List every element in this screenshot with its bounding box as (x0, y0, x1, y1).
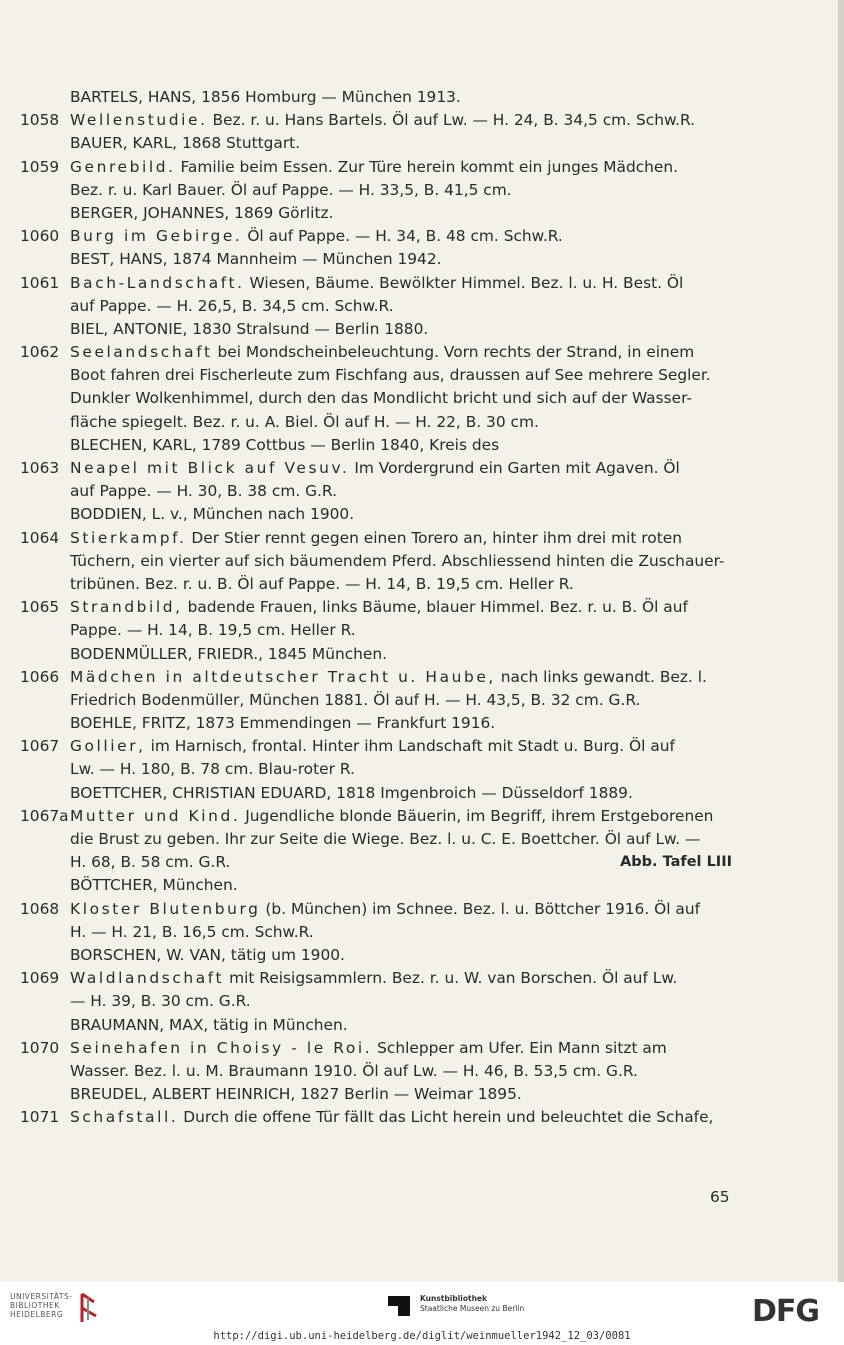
artwork-title: Schafstall. (70, 1108, 179, 1127)
artist-heading (20, 712, 732, 735)
artwork-title: Strandbild, (70, 598, 183, 617)
artwork-title: Waldlandschaft (70, 969, 225, 988)
entry-text (70, 898, 732, 921)
description-text: Friedrich Bodenmüller, München 1881. Öl auf H. — H. 43,5, B. 32 cm. G.R. (70, 690, 641, 709)
entry-text (70, 666, 732, 689)
artist-name: BODDIEN, L. v., München nach 1900. (70, 505, 355, 524)
artist-heading (20, 1014, 732, 1037)
catalog-entry (20, 898, 732, 921)
artwork-description: badende Frauen, links Bäume, blauer Himmel. Bez. r. u. B. Öl auf (182, 598, 688, 617)
artwork-description: nach links gewandt. Bez. l. (495, 667, 707, 686)
lot-number: 1060 (20, 227, 60, 246)
plate-reference: Abb. Tafel LIII (620, 854, 732, 871)
ub-logo-line: UNIVERSITÄTS- (10, 1292, 73, 1301)
artist-name: BOETTCHER, CHRISTIAN EDUARD, 1818 Imgenbroich — Düsseldorf 1889. (70, 783, 633, 802)
artist-name: BÖTTCHER, München. (70, 876, 238, 895)
kb-title: Kunstbibliothek (420, 1294, 488, 1303)
description-text: — H. 39, B. 30 cm. G.R. (70, 992, 251, 1011)
artwork-description: bei Mondscheinbeleuchtung. Vorn rechts der Strand, in einem (212, 343, 695, 362)
artwork-title: Neapel mit Blick auf Vesuv. (70, 459, 350, 477)
artwork-description: Bez. r. u. Hans Bartels. Öl auf Lw. — H. 24, B. 34,5 cm. Schw.R. (207, 111, 696, 130)
description-text: tribünen. Bez. r. u. B. Öl auf Pappe. — H. 14, B. 19,5 cm. Heller R. (70, 574, 574, 593)
entry-text (70, 109, 732, 132)
continuation-line (20, 758, 732, 781)
artwork-description: Schlepper am Ufer. Ein Mann sitzt am (372, 1038, 667, 1057)
artist-heading (20, 944, 732, 967)
kunstbibliothek-label[interactable] (420, 1294, 524, 1314)
artwork-description: (b. München) im Schnee. Bez. l. u. Böttcher 1916. Öl auf (260, 899, 701, 918)
lot-number: 1069 (20, 969, 60, 988)
lot-number: 1067a (20, 806, 69, 825)
artwork-title: Bach-Landschaft. (70, 273, 245, 292)
artist-heading (20, 874, 732, 897)
artist-name: BEST, HANS, 1874 Mannheim — München 1942. (70, 250, 442, 269)
lot-number: 1063 (20, 459, 60, 477)
description-text: H. — H. 21, B. 16,5 cm. Schw.R. (70, 922, 314, 941)
catalog-entry (20, 735, 732, 758)
continuation-line (20, 1060, 732, 1083)
artist-name: BIEL, ANTONIE, 1830 Stralsund — Berlin 1880. (70, 319, 429, 338)
page-url[interactable]: http://digi.ub.uni-heidelberg.de/diglit/weinmueller1942_12_03/0081 (213, 1330, 631, 1342)
artist-heading (20, 132, 732, 155)
artist-name: BAUER, KARL, 1868 Stuttgart. (70, 134, 301, 153)
lot-number: 1059 (20, 157, 60, 176)
catalog-entry (20, 596, 732, 619)
entry-text (70, 272, 732, 295)
artwork-title: Seelandschaft (70, 343, 213, 362)
catalog-entry (20, 156, 732, 179)
description-text: Lw. — H. 180, B. 78 cm. Blau-roter R. (70, 760, 355, 779)
continuation-line (20, 550, 732, 573)
artist-heading (20, 1083, 732, 1106)
entry-text (70, 225, 732, 248)
artwork-description: Im Vordergrund ein Garten mit Agaven. Öl (349, 459, 680, 477)
catalog-entry (20, 457, 732, 480)
continuation-line (20, 851, 732, 874)
continuation-line (20, 480, 732, 503)
entry-text (70, 735, 732, 758)
catalog-entry (20, 225, 732, 248)
catalog-entry (20, 805, 732, 828)
lot-number: 1064 (20, 528, 60, 547)
description-text: fläche spiegelt. Bez. r. u. A. Biel. Öl auf H. — H. 22, B. 30 cm. (70, 412, 539, 431)
kb-subtitle: Staatliche Museen zu Berlin (420, 1304, 525, 1313)
artwork-description: Jugendliche blonde Bäuerin, im Begriff, ihrem Erstgeborenen (240, 806, 714, 825)
catalog-entry (20, 527, 732, 550)
continuation-line (20, 990, 732, 1013)
ub-logo-line: BIBLIOTHEK (10, 1301, 60, 1310)
description-text: auf Pappe. — H. 26,5, B. 34,5 cm. Schw.R. (70, 296, 394, 315)
artist-name: BORSCHEN, W. VAN, tätig um 1900. (70, 945, 345, 964)
entry-text (70, 805, 732, 828)
continuation-line (20, 619, 732, 642)
artist-heading (20, 782, 732, 805)
artist-name: BARTELS, HANS, 1856 Homburg — München 1913. (70, 88, 461, 106)
artwork-title: Mutter und Kind. (70, 806, 241, 825)
description-text: H. 68, B. 58 cm. G.R. (70, 853, 231, 872)
ub-logo-line: HEIDELBERG (10, 1310, 64, 1319)
description-text: Wasser. Bez. l. u. M. Braumann 1910. Öl auf Lw. — H. 46, B. 53,5 cm. G.R. (70, 1061, 638, 1080)
artwork-title: Wellenstudie. (70, 111, 208, 130)
description-text: Bez. r. u. Karl Bauer. Öl auf Pappe. — H. 33,5, B. 41,5 cm. (70, 180, 512, 199)
entry-text (70, 1037, 732, 1060)
artist-name: BODENMÜLLER, FRIEDR., 1845 München. (70, 644, 388, 663)
dfg-logo[interactable]: DFG (752, 1294, 820, 1329)
artwork-title: Mädchen in altdeutscher Tracht u. Haube, (70, 667, 496, 686)
catalog-text (20, 86, 732, 1129)
continuation-line (20, 573, 732, 596)
artist-name: BERGER, JOHANNES, 1869 Görlitz. (70, 203, 334, 222)
artwork-title: Burg im Gebirge. (70, 227, 243, 246)
lot-number: 1071 (20, 1108, 60, 1127)
artist-name: BREUDEL, ALBERT HEINRICH, 1827 Berlin — Weimar 1895. (70, 1085, 522, 1104)
continuation-line (20, 411, 732, 434)
artwork-title: Stierkampf. (70, 528, 187, 547)
entry-text (70, 457, 732, 480)
artwork-description: Der Stier rennt gegen einen Torero an, hinter ihm drei mit roten (186, 528, 682, 547)
catalog-entry (20, 1037, 732, 1060)
lot-number: 1062 (20, 343, 60, 362)
artwork-title: Genrebild. (70, 157, 176, 176)
catalog-entry (20, 272, 732, 295)
catalog-entry (20, 666, 732, 689)
entry-text (70, 341, 732, 364)
lot-number: 1070 (20, 1038, 60, 1057)
continuation-line (20, 295, 732, 318)
catalog-entry (20, 1106, 732, 1129)
viewer-footer (0, 1282, 844, 1345)
artwork-description: Wiesen, Bäume. Bewölkter Himmel. Bez. l. u. H. Best. Öl (244, 273, 684, 292)
artwork-title: Seinehafen in Choisy - le Roi. (70, 1038, 373, 1057)
artwork-title: Kloster Blutenburg (70, 899, 261, 918)
artist-name: BOEHLE, FRITZ, 1873 Emmendingen — Frankfurt 1916. (70, 714, 496, 733)
page-number: 65 (710, 1188, 730, 1206)
artist-heading (20, 248, 732, 271)
artist-heading (20, 318, 732, 341)
description-text: Dunkler Wolkenhimmel, durch den das Mondlicht bricht und sich auf der Wasser- (70, 389, 693, 408)
artwork-description: im Harnisch, frontal. Hinter ihm Landschaft mit Stadt u. Burg. Öl auf (145, 737, 675, 756)
entry-text (70, 527, 732, 550)
lot-number: 1066 (20, 667, 60, 686)
artist-name: BLECHEN, KARL, 1789 Cottbus — Berlin 1840, Kreis des (70, 435, 500, 454)
catalog-entry (20, 341, 732, 364)
lot-number: 1068 (20, 899, 60, 918)
entry-text (70, 967, 732, 990)
description-text: die Brust zu geben. Ihr zur Seite die Wiege. Bez. l. u. C. E. Boettcher. Öl auf Lw. — (70, 830, 701, 848)
artist-heading (20, 503, 732, 526)
catalog-entry (20, 967, 732, 990)
continuation-line (20, 828, 732, 851)
entry-text (70, 156, 732, 179)
ub-heidelberg-logo[interactable] (10, 1292, 72, 1319)
lot-number: 1065 (20, 598, 60, 617)
artwork-description: Öl auf Pappe. — H. 34, B. 48 cm. Schw.R. (242, 227, 563, 246)
continuation-line (20, 364, 732, 387)
continuation-line (20, 689, 732, 712)
artwork-description: mit Reisigsammlern. Bez. r. u. W. van Borschen. Öl auf Lw. (224, 969, 678, 988)
description-text: Pappe. — H. 14, B. 19,5 cm. Heller R. (70, 621, 356, 640)
description-text: auf Pappe. — H. 30, B. 38 cm. G.R. (70, 482, 337, 501)
catalog-entry (20, 109, 732, 132)
description-text: Boot fahren drei Fischerleute zum Fischfang aus, draussen auf See mehrere Segler. (70, 366, 711, 385)
artist-heading (20, 86, 732, 109)
lot-number: 1061 (20, 273, 60, 292)
artist-name: BRAUMANN, MAX, tätig in München. (70, 1015, 348, 1034)
continuation-line (20, 921, 732, 944)
continuation-line (20, 179, 732, 202)
artist-heading (20, 434, 732, 457)
kunstbibliothek-logo-icon (384, 1294, 414, 1318)
artist-heading (20, 643, 732, 666)
entry-text (70, 596, 732, 619)
artwork-description: Durch die offene Tür fällt das Licht herein und beleuchtet die Schafe, (178, 1108, 714, 1127)
entry-text (70, 1106, 732, 1129)
lot-number: 1067 (20, 737, 60, 756)
lot-number: 1058 (20, 111, 60, 130)
ub-heidelberg-mark-icon (78, 1292, 100, 1324)
continuation-line (20, 387, 732, 410)
description-text: Tüchern, ein vierter auf sich bäumendem Pferd. Abschliessend hinten die Zuschauer- (70, 551, 725, 570)
artist-heading (20, 202, 732, 225)
artwork-title: Gollier, (70, 737, 146, 756)
artwork-description: Familie beim Essen. Zur Türe herein kommt ein junges Mädchen. (175, 157, 679, 176)
